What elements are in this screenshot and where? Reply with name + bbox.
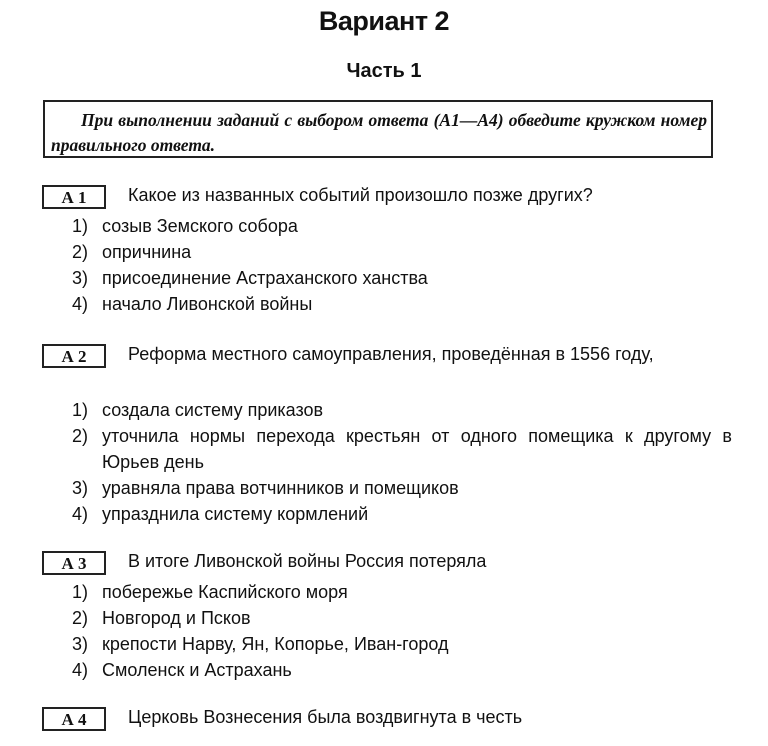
question-text: Какое из названных событий произошло позже других? — [128, 185, 593, 205]
part-title: Часть 1 — [346, 60, 422, 82]
option[interactable]: 3) крепости Нарву, Ян, Копорье, Иван-город — [72, 634, 449, 654]
option[interactable]: 1) создала систему приказов — [72, 400, 324, 420]
option[interactable]: 4) упразднила систему кормлений — [72, 504, 369, 524]
options-list — [72, 213, 732, 317]
question-text: Церковь Вознесения была воздвигнута в честь — [128, 707, 523, 727]
option[interactable]: 2) опричнина — [72, 242, 192, 262]
option[interactable]: 1) созыв Земского собора — [72, 216, 298, 236]
option[interactable]: 3) уравняла права вотчинников и помещиков — [72, 478, 459, 498]
option[interactable]: 2) уточнила нормы перехода крестьян от одного помещика к другому в Юрьев день — [72, 426, 732, 472]
option[interactable]: 4) начало Ливонской войны — [72, 294, 313, 314]
instruction-box: При выполнении заданий с выбором ответа (А1—А4) обведите кружком номер правильного ответа. — [43, 100, 713, 158]
option[interactable]: 3) присоединение Астраханского ханства — [72, 268, 428, 288]
question-number: А 2 — [42, 344, 106, 368]
option[interactable]: 2) Новгород и Псков — [72, 608, 251, 628]
options-list — [72, 579, 732, 683]
question-text: Реформа местного самоуправления, проведённая в 1556 году, — [128, 344, 654, 364]
option[interactable]: 1) побережье Каспийского моря — [72, 582, 348, 602]
question-number: А 3 — [42, 551, 106, 575]
options-list — [72, 397, 732, 527]
question-number: А 4 — [42, 707, 106, 731]
option[interactable]: 4) Смоленск и Астрахань — [72, 660, 292, 680]
question-number: А 1 — [42, 185, 106, 209]
page-title: Вариант 2 — [318, 6, 450, 36]
question-text: В итоге Ливонской войны Россия потеряла — [128, 551, 487, 571]
